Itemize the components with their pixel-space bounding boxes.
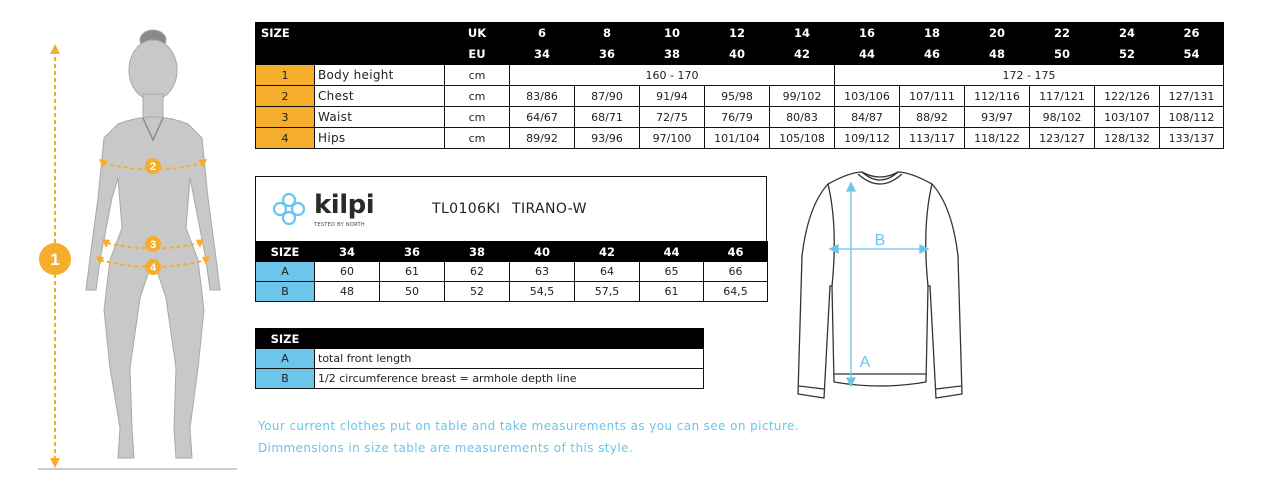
legend-row-a	[256, 349, 704, 369]
measurement-note: Your current clothes put on table and take measurements as you can see on picture.	[258, 419, 800, 433]
marker-1: 1	[50, 250, 60, 269]
product-size-table	[255, 241, 768, 302]
product-code: TL0106KI	[432, 201, 501, 217]
uk-label: UK	[445, 23, 510, 44]
marker-4: 4	[149, 262, 157, 274]
eu-size: 48	[965, 44, 1030, 65]
table-row-waist	[256, 107, 1224, 128]
height-range-small: 160 - 170	[510, 65, 835, 86]
row-label: A	[256, 262, 315, 282]
cell: 133/137	[1160, 128, 1224, 149]
eu-size: 40	[705, 44, 770, 65]
row-number: 4	[256, 128, 315, 149]
eu-size: 42	[770, 44, 835, 65]
cell: 98/102	[1030, 107, 1095, 128]
row-unit: cm	[445, 86, 510, 107]
cell: 127/131	[1160, 86, 1224, 107]
row-label: Waist	[315, 107, 445, 128]
product-name: TIRANO-W	[512, 201, 587, 217]
row-unit: cm	[445, 128, 510, 149]
cell: 103/106	[835, 86, 900, 107]
uk-size: 16	[835, 23, 900, 44]
uk-size: 8	[575, 23, 640, 44]
uk-size: 18	[900, 23, 965, 44]
size-header-eu	[256, 44, 1224, 65]
table-row-chest	[256, 86, 1224, 107]
eu-size: 44	[640, 242, 704, 262]
shirt-diagram	[790, 166, 970, 406]
cell: 118/122	[965, 128, 1030, 149]
cell: 52	[445, 282, 510, 302]
cell: 64/67	[510, 107, 575, 128]
marker-3: 3	[149, 239, 157, 251]
cell: 61	[640, 282, 704, 302]
cell: 88/92	[900, 107, 965, 128]
eu-size: 50	[1030, 44, 1095, 65]
row-label: Chest	[315, 86, 445, 107]
cell: 112/116	[965, 86, 1030, 107]
row-number: 3	[256, 107, 315, 128]
cell: 105/108	[770, 128, 835, 149]
eu-size: 52	[1095, 44, 1160, 65]
uk-size: 12	[705, 23, 770, 44]
eu-size: 38	[640, 44, 705, 65]
eu-label: EU	[445, 44, 510, 65]
eu-size: 42	[575, 242, 640, 262]
eu-size: 36	[575, 44, 640, 65]
cell: 60	[315, 262, 380, 282]
cell: 61	[380, 262, 445, 282]
product-size-header	[256, 242, 768, 262]
eu-size: 46	[900, 44, 965, 65]
row-number: 1	[256, 65, 315, 86]
cell: 66	[704, 262, 768, 282]
cell: 54,5	[510, 282, 575, 302]
row-label: Body height	[315, 65, 445, 86]
size-table	[255, 22, 1224, 149]
cell: 63	[510, 262, 575, 282]
row-label: Hips	[315, 128, 445, 149]
cell: 93/96	[575, 128, 640, 149]
legend-text: 1/2 circumference breast = armhole depth line	[315, 369, 704, 389]
cell: 91/94	[640, 86, 705, 107]
kilpi-logo-icon	[268, 191, 310, 227]
eu-size: 54	[1160, 44, 1224, 65]
eu-size: 38	[445, 242, 510, 262]
eu-size: 34	[510, 44, 575, 65]
cell: 84/87	[835, 107, 900, 128]
cell: 68/71	[575, 107, 640, 128]
legend-key: B	[256, 369, 315, 389]
cell: 83/86	[510, 86, 575, 107]
uk-size: 20	[965, 23, 1030, 44]
uk-size: 10	[640, 23, 705, 44]
legend-header	[256, 329, 704, 349]
table-row-hips	[256, 128, 1224, 149]
table-row-b	[256, 282, 768, 302]
eu-size: 40	[510, 242, 575, 262]
body-figure	[30, 28, 240, 473]
brand-name: kilpi	[314, 190, 375, 220]
uk-size: 14	[770, 23, 835, 44]
table-row-body-height	[256, 65, 1224, 86]
cell: 103/107	[1095, 107, 1160, 128]
size-header-label: SIZE	[256, 23, 315, 44]
size-header-label: SIZE	[256, 242, 315, 262]
table-row-a	[256, 262, 768, 282]
uk-size: 6	[510, 23, 575, 44]
cell: 123/127	[1030, 128, 1095, 149]
legend-key: A	[256, 349, 315, 369]
legend-header-label: SIZE	[256, 329, 315, 349]
uk-size: 26	[1160, 23, 1224, 44]
row-unit: cm	[445, 107, 510, 128]
cell: 89/92	[510, 128, 575, 149]
brand-tagline: TESTED BY NORTH	[314, 222, 365, 228]
eu-size: 36	[380, 242, 445, 262]
cell: 109/112	[835, 128, 900, 149]
cell: 117/121	[1030, 86, 1095, 107]
row-number: 2	[256, 86, 315, 107]
cell: 87/90	[575, 86, 640, 107]
uk-size: 22	[1030, 23, 1095, 44]
shirt-label-b: B	[874, 232, 886, 249]
cell: 64,5	[704, 282, 768, 302]
eu-size: 46	[704, 242, 768, 262]
cell: 50	[380, 282, 445, 302]
cell: 122/126	[1095, 86, 1160, 107]
height-range-large: 172 - 175	[835, 65, 1224, 86]
size-header-uk	[256, 23, 1224, 44]
shirt-label-a: A	[859, 354, 871, 371]
cell: 65	[640, 262, 704, 282]
cell: 99/102	[770, 86, 835, 107]
eu-size: 34	[315, 242, 380, 262]
cell: 57,5	[575, 282, 640, 302]
cell: 128/132	[1095, 128, 1160, 149]
cell: 93/97	[965, 107, 1030, 128]
legend-table	[255, 328, 704, 389]
dimensions-note: Dimmensions in size table are measurements of this style.	[258, 441, 634, 455]
cell: 72/75	[640, 107, 705, 128]
cell: 113/117	[900, 128, 965, 149]
uk-size: 24	[1095, 23, 1160, 44]
cell: 80/83	[770, 107, 835, 128]
legend-text: total front length	[315, 349, 704, 369]
cell: 48	[315, 282, 380, 302]
marker-2: 2	[149, 161, 157, 173]
cell: 76/79	[705, 107, 770, 128]
cell: 108/112	[1160, 107, 1224, 128]
cell: 101/104	[705, 128, 770, 149]
cell: 62	[445, 262, 510, 282]
eu-size: 44	[835, 44, 900, 65]
row-label: B	[256, 282, 315, 302]
cell: 95/98	[705, 86, 770, 107]
legend-row-b	[256, 369, 704, 389]
cell: 97/100	[640, 128, 705, 149]
cell: 64	[575, 262, 640, 282]
product-header	[255, 176, 767, 241]
row-unit: cm	[445, 65, 510, 86]
cell: 107/111	[900, 86, 965, 107]
